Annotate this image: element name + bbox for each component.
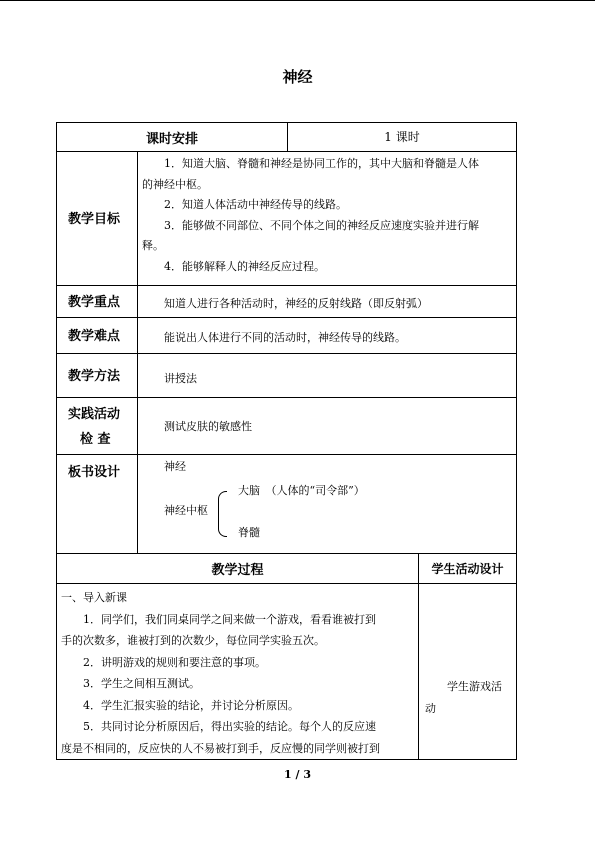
process-header-cell [56, 553, 419, 584]
goal-line: 4．能够解释人的神经反应过程。 [164, 259, 325, 273]
practice-value: 测试皮肤的敏感性 [164, 420, 252, 433]
board-center: 神经中枢 [164, 504, 208, 517]
page-title: 神经 [282, 68, 313, 86]
difficulty-value: 能说出人体进行不同的活动时，神经传导的线路。 [164, 331, 406, 344]
board-brain: 大脑 （人体的“司令部”） [238, 484, 365, 497]
method-label: 教学方法 [68, 369, 121, 384]
process-line: 手的次数多，谁被打到的次数少，每位同学实验五次。 [61, 634, 325, 647]
student-header: 学生活动设计 [431, 562, 504, 576]
goal-line: 2．知道人体活动中神经传导的线路。 [164, 198, 347, 211]
key-content-cell [137, 285, 517, 318]
method-content-cell [137, 353, 517, 398]
goal-line: 1．知道大脑、脊髓和神经是协同工作的，其中大脑和脊髓是人体 [164, 157, 479, 170]
top-rule [0, 0, 595, 1]
student-activity-line-1: 学生游戏活 [447, 680, 502, 693]
goal-line: 释。 [142, 239, 164, 252]
schedule-value-cell [287, 122, 517, 152]
practice-label-line-1: 实践活动 [68, 407, 121, 422]
method-label-cell [56, 353, 138, 398]
student-header-cell [418, 553, 517, 584]
board-label: 板书设计 [68, 465, 121, 480]
process-line: 1．同学们，我们同桌同学之间来做一个游戏，看看谁被打到 [83, 612, 376, 626]
process-content-cell [56, 583, 419, 760]
practice-label-cell [56, 397, 138, 455]
difficulty-label-cell [56, 317, 138, 354]
schedule-value: 1 课时 [384, 129, 420, 144]
board-heading: 神经 [164, 460, 186, 473]
goals-label: 教学目标 [68, 212, 121, 227]
goal-line: 的神经中枢。 [142, 177, 208, 191]
process-line: 3．学生之间相互测试。 [83, 677, 200, 690]
brace-icon [218, 491, 227, 537]
process-line: 2．讲明游戏的规则和要注意的事项。 [83, 655, 266, 669]
process-line: 度是不相同的，反应快的人不易被打到手，反应慢的同学则被打到 [61, 741, 380, 755]
goal-line: 3．能够做不同部位、不同个体之间的神经反应速度实验并进行解 [164, 218, 479, 232]
difficulty-content-cell [137, 317, 517, 354]
process-line: 4．学生汇报实验的结论，并讨论分析原因。 [83, 698, 299, 712]
board-spine: 脊髓 [238, 526, 260, 539]
practice-label-line-2: 检 查 [80, 432, 111, 447]
schedule-label: 课时安排 [145, 131, 198, 147]
board-label-cell [56, 454, 138, 554]
difficulty-label: 教学难点 [68, 329, 121, 344]
process-line: 一、导入新课 [61, 591, 127, 604]
goals-content-cell [137, 151, 517, 286]
method-value: 讲授法 [164, 372, 197, 385]
key-label-cell [56, 285, 138, 318]
student-activity-line-2: 动 [425, 701, 436, 715]
board-content-cell [137, 454, 517, 554]
student-activity-cell [418, 583, 517, 760]
goals-label-cell [56, 151, 138, 286]
page-indicator: 1 / 3 [284, 768, 311, 781]
key-label: 教学重点 [68, 295, 121, 310]
practice-content-cell [137, 397, 517, 455]
key-value: 知道人进行各种活动时，神经的反射线路（即反射弧） [164, 297, 428, 310]
schedule-label-cell [56, 122, 288, 152]
process-line: 5．共同讨论分析原因后，得出实验的结论。每个人的反应速 [83, 720, 376, 733]
process-header: 教学过程 [211, 563, 264, 578]
